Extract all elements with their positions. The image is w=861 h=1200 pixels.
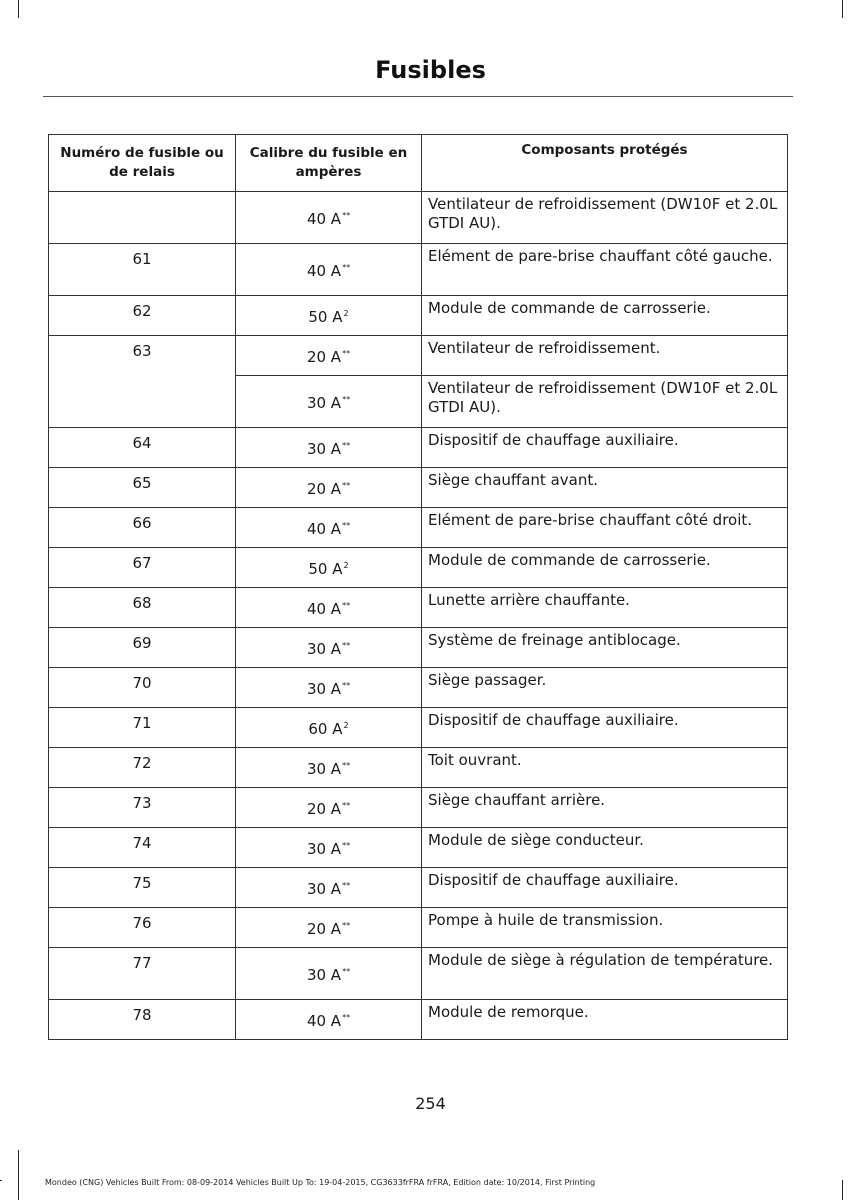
fuse-rating-cell [236, 908, 422, 948]
fuse-rating-footnote: ** [342, 921, 351, 930]
fuse-number-cell: 64 [49, 428, 236, 468]
protected-component-cell: Module de commande de carrosserie. [422, 548, 788, 588]
fuse-rating-value: 40 A [306, 1012, 342, 1030]
fuse-rating-cell [236, 548, 422, 588]
fuse-rating-footnote: ** [342, 601, 351, 610]
fuse-rating-footnote: ** [342, 967, 351, 976]
table-row [49, 296, 788, 336]
fuse-number-cell: 70 [49, 668, 236, 708]
table-row [49, 948, 788, 1000]
table-row [49, 508, 788, 548]
fuse-rating-footnote: 2 [343, 721, 349, 730]
fuse-number-cell: 65 [49, 468, 236, 508]
protected-component-cell: Dispositif de chauffage auxiliaire. [422, 708, 788, 748]
fuse-rating-cell [236, 868, 422, 908]
protected-component-cell: Système de freinage antiblocage. [422, 628, 788, 668]
fuse-rating-footnote: ** [342, 841, 351, 850]
table-row [49, 376, 788, 428]
fuse-number-cell: 61 [49, 244, 236, 296]
fuse-number-cell: 73 [49, 788, 236, 828]
fuse-rating-cell [236, 508, 422, 548]
table-row [49, 668, 788, 708]
fuse-rating-cell [236, 788, 422, 828]
protected-component-cell: Elément de pare-brise chauffant côté droit. [422, 508, 788, 548]
table-row [49, 868, 788, 908]
fuse-rating-footnote: 2 [343, 309, 349, 318]
protected-component-cell: Module de commande de carrosserie. [422, 296, 788, 336]
fuse-rating-value: 40 A [306, 600, 342, 618]
fuse-number-cell [49, 376, 236, 428]
fuse-rating-footnote: ** [342, 349, 351, 358]
protected-component-cell: Elément de pare-brise chauffant côté gauche. [422, 244, 788, 296]
protected-component-cell: Module de remorque. [422, 1000, 788, 1040]
fuse-number-cell [49, 192, 236, 244]
table-row [49, 336, 788, 376]
table-row [49, 748, 788, 788]
protected-component-cell: Toit ouvrant. [422, 748, 788, 788]
fuse-rating-cell [236, 1000, 422, 1040]
protected-component-cell: Lunette arrière chauffante. [422, 588, 788, 628]
fuse-rating-footnote: ** [342, 801, 351, 810]
fuse-number-cell: 69 [49, 628, 236, 668]
table-row [49, 428, 788, 468]
page-title: Fusibles [375, 56, 486, 84]
fuse-rating-cell [236, 336, 422, 376]
fuse-rating-cell [236, 588, 422, 628]
protected-component-cell: Module de siège à régulation de température. [422, 948, 788, 1000]
fuse-rating-cell [236, 244, 422, 296]
fuse-number-cell: 71 [49, 708, 236, 748]
table-header-row [49, 135, 788, 192]
footer-edition-info: Mondeo (CNG) Vehicles Built From: 08-09-2014 Vehicles Built Up To: 19-04-2015, CG3633frFRA frFRA, Edition date: 10/2014, First Printing [45, 1178, 596, 1187]
fuse-rating-footnote: ** [342, 395, 351, 404]
header-fuse-rating: Calibre du fusible en ampères [236, 135, 422, 192]
fuse-number-cell: 62 [49, 296, 236, 336]
table-row [49, 828, 788, 868]
fuse-number-cell: 75 [49, 868, 236, 908]
fuse-rating-footnote: ** [342, 1013, 351, 1022]
protected-component-cell: Pompe à huile de transmission. [422, 908, 788, 948]
header-protected-components: Composants protégés [422, 135, 788, 192]
fuse-rating-value: 20 A [306, 480, 342, 498]
protected-component-cell: Ventilateur de refroidissement (DW10F et 2.0L GTDI AU). [422, 376, 788, 428]
protected-component-cell: Dispositif de chauffage auxiliaire. [422, 868, 788, 908]
fuse-rating-value: 60 A [308, 720, 343, 738]
table-row [49, 628, 788, 668]
fuse-rating-footnote: ** [342, 881, 351, 890]
fuse-rating-value: 40 A [306, 520, 342, 538]
fuse-rating-cell [236, 708, 422, 748]
fuse-rating-value: 30 A [306, 760, 342, 778]
fuse-rating-footnote: ** [342, 211, 351, 220]
fuse-rating-value: 30 A [306, 880, 342, 898]
protected-component-cell: Dispositif de chauffage auxiliaire. [422, 428, 788, 468]
table-row [49, 548, 788, 588]
fuse-rating-footnote: ** [342, 263, 351, 272]
fuse-number-cell: 77 [49, 948, 236, 1000]
fuse-rating-cell [236, 948, 422, 1000]
header-fuse-number: Numéro de fusible ou de relais [49, 135, 236, 192]
fuse-number-cell: 63 [49, 336, 236, 376]
fuse-number-cell: 72 [49, 748, 236, 788]
crop-mark-top-left [18, 0, 19, 18]
table-row [49, 244, 788, 296]
fuse-rating-cell [236, 296, 422, 336]
fuse-rating-cell [236, 748, 422, 788]
protected-component-cell: Ventilateur de refroidissement. [422, 336, 788, 376]
protected-component-cell: Siège chauffant arrière. [422, 788, 788, 828]
crop-mark-top-right [842, 0, 843, 18]
fuse-number-cell: 74 [49, 828, 236, 868]
fuse-number-cell: 68 [49, 588, 236, 628]
fuse-number-cell: 76 [49, 908, 236, 948]
fuse-rating-cell [236, 428, 422, 468]
table-row [49, 468, 788, 508]
protected-component-cell: Module de siège conducteur. [422, 828, 788, 868]
fuse-rating-value: 20 A [306, 800, 342, 818]
fuse-rating-value: 30 A [306, 440, 342, 458]
fuse-number-cell: 78 [49, 1000, 236, 1040]
fuse-rating-value: 40 A [306, 210, 342, 228]
fuse-rating-cell [236, 376, 422, 428]
fuse-rating-value: 30 A [306, 840, 342, 858]
fuse-rating-cell [236, 468, 422, 508]
table-row [49, 908, 788, 948]
table-row [49, 588, 788, 628]
fuse-table [48, 134, 788, 1040]
fuse-rating-footnote: ** [342, 761, 351, 770]
protected-component-cell: Ventilateur de refroidissement (DW10F et 2.0L GTDI AU). [422, 192, 788, 244]
fuse-rating-cell [236, 628, 422, 668]
protected-component-cell: Siège chauffant avant. [422, 468, 788, 508]
fuse-rating-value: 30 A [306, 394, 342, 412]
title-divider [43, 96, 793, 97]
table-row [49, 1000, 788, 1040]
fuse-rating-cell [236, 192, 422, 244]
table-row [49, 788, 788, 828]
table-row [49, 708, 788, 748]
fuse-rating-footnote: ** [342, 481, 351, 490]
fuse-rating-footnote: 2 [343, 561, 349, 570]
fuse-rating-value: 30 A [306, 680, 342, 698]
fuse-rating-cell [236, 668, 422, 708]
fuse-rating-cell [236, 828, 422, 868]
fuse-number-cell: 66 [49, 508, 236, 548]
fuse-rating-value: 20 A [306, 348, 342, 366]
crop-mark-bottom-left-h [0, 1180, 2, 1181]
fuse-rating-value: 40 A [306, 262, 342, 280]
table-row [49, 192, 788, 244]
fuse-rating-value: 50 A [308, 560, 343, 578]
page-number: 254 [415, 1094, 446, 1113]
fuse-rating-value: 20 A [306, 920, 342, 938]
fuse-rating-value: 30 A [306, 640, 342, 658]
protected-component-cell: Siège passager. [422, 668, 788, 708]
fuse-rating-value: 30 A [306, 966, 342, 984]
fuse-rating-footnote: ** [342, 441, 351, 450]
fuse-number-cell: 67 [49, 548, 236, 588]
fuse-rating-value: 50 A [308, 308, 343, 326]
fuse-rating-footnote: ** [342, 681, 351, 690]
fuse-table-body [49, 192, 788, 1040]
fuse-rating-footnote: ** [342, 521, 351, 530]
crop-mark-bottom-right [842, 1180, 843, 1200]
fuse-rating-footnote: ** [342, 641, 351, 650]
crop-mark-bottom-left [18, 1150, 19, 1200]
